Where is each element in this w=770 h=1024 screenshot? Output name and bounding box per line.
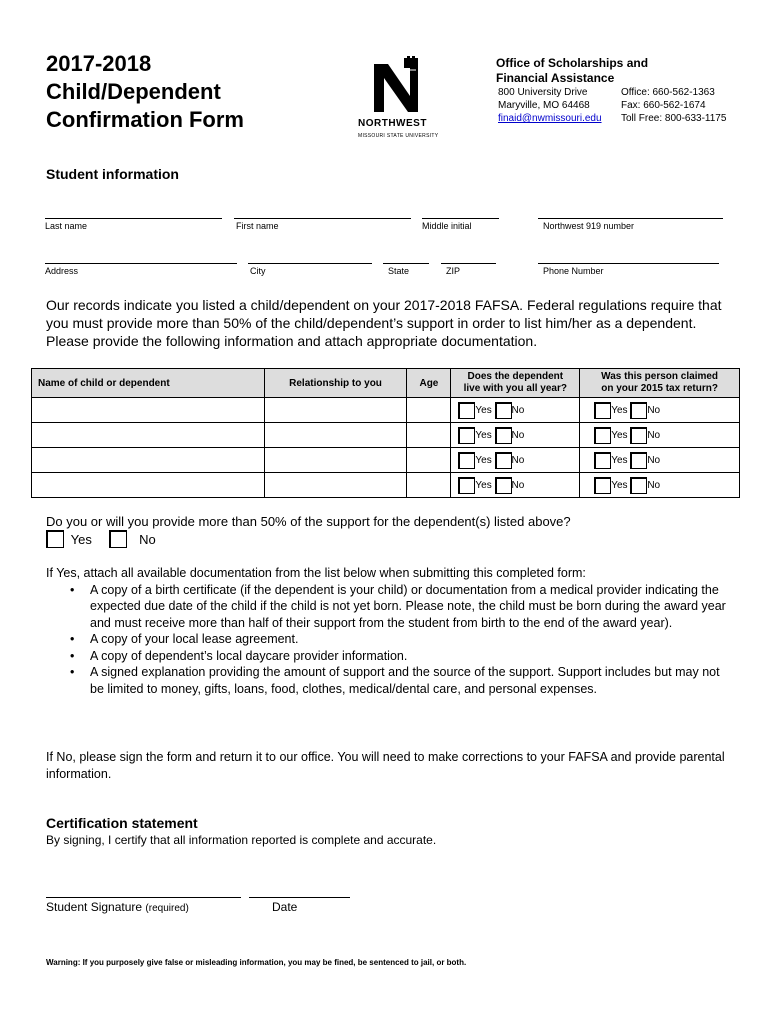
col-age-header: Age [407,369,451,398]
dependents-table [31,368,740,498]
live-yes-checkbox[interactable] [458,477,475,494]
support-options [46,530,156,548]
office-name [496,56,648,86]
office-phones [621,86,726,125]
title-line3: Confirmation Form [46,107,244,132]
no-label: No [511,454,525,466]
certification-heading: Certification statement [46,815,198,831]
live-yes-checkbox[interactable] [458,427,475,444]
col-name-header: Name of child or dependent [32,369,265,398]
first-name-label: First name [236,221,279,231]
city-label: City [250,266,266,276]
support-question: Do you or will you provide more than 50% of the support for the dependent(s) listed above? [46,514,571,529]
nw919-field[interactable] [538,218,723,219]
list-item: • A signed explanation providing the amount of support and the source of the support. Support includes but may not be limited to money, gifts, loans, food, clothes, medical/dental care, and personal expenses. [46,664,736,697]
live-no-checkbox[interactable] [495,477,512,494]
phone-field[interactable] [538,263,719,264]
title-line2: Child/Dependent [46,79,221,104]
claimed-yes-checkbox[interactable] [594,402,611,419]
relationship-cell[interactable] [264,448,407,473]
title-year: 2017-2018 [46,51,152,76]
office-line1: Office of Scholarships and [496,56,649,70]
yes-label: Yes [475,479,492,491]
no-label: No [511,429,525,441]
logo-subtitle: MISSOURI STATE UNIVERSITY [358,133,439,139]
age-cell[interactable] [407,473,451,498]
name-cell[interactable] [32,473,265,498]
middle-initial-field[interactable] [422,218,499,219]
northwest-logo [358,56,438,144]
name-cell[interactable] [32,448,265,473]
table-row [32,473,740,498]
claimed-yes-checkbox[interactable] [594,452,611,469]
yes-label: Yes [475,454,492,466]
age-cell[interactable] [407,448,451,473]
no-label: No [647,429,661,441]
support-no-label: No [139,531,156,547]
live-no-checkbox[interactable] [495,452,512,469]
live-yes-checkbox[interactable] [458,402,475,419]
col-claimed-header [580,369,740,398]
col-relationship-header: Relationship to you [264,369,407,398]
middle-initial-label: Middle initial [422,221,472,231]
live-cell [451,473,580,498]
logo-wordmark: NORTHWEST [358,118,427,129]
certification-text: By signing, I certify that all information reported is complete and accurate. [46,833,437,847]
documentation-list [46,582,736,698]
table-row [32,448,740,473]
address-line1: 800 University Drive [498,87,588,98]
col-live-line2: live with you all year? [463,383,567,394]
yes-label: Yes [611,479,628,491]
form-title [46,50,244,134]
list-item: • A copy of your local lease agreement. [46,631,736,648]
phone-label: Phone Number [543,266,604,276]
col-claimed-line1: Was this person claimed [601,371,719,382]
no-label: No [511,479,525,491]
warning-text: Warning: If you purposely give false or misleading information, you may be fined, be sentenced to jail, or both. [46,958,467,967]
claimed-no-checkbox[interactable] [630,477,647,494]
col-live-header [451,369,580,398]
age-cell[interactable] [407,423,451,448]
support-yes-label: Yes [70,531,92,547]
live-no-checkbox[interactable] [495,427,512,444]
support-yes-checkbox[interactable] [46,530,64,548]
yes-label: Yes [611,454,628,466]
no-label: No [647,479,661,491]
table-row [32,398,740,423]
age-cell[interactable] [407,398,451,423]
claimed-no-checkbox[interactable] [630,427,647,444]
yes-label: Yes [611,429,628,441]
col-live-line1: Does the dependent [467,371,564,382]
name-cell[interactable] [32,398,265,423]
support-no-checkbox[interactable] [109,530,127,548]
relationship-cell[interactable] [264,473,407,498]
live-cell [451,423,580,448]
no-label: No [647,404,661,416]
signature-label: Student Signature [46,900,143,914]
claimed-yes-checkbox[interactable] [594,427,611,444]
address-label: Address [45,266,79,276]
zip-field[interactable] [441,263,496,264]
claimed-no-checkbox[interactable] [630,402,647,419]
first-name-field[interactable] [234,218,411,219]
table-header-row [32,369,740,398]
name-cell[interactable] [32,423,265,448]
email-link[interactable]: finaid@nwmissouri.edu [498,113,602,124]
date-field[interactable] [249,897,350,898]
signature-required: (required) [145,903,189,914]
table-row [32,423,740,448]
city-field[interactable] [248,263,372,264]
office-address [498,86,602,125]
last-name-field[interactable] [45,218,222,219]
signature-label-wrap [46,900,189,914]
documentation-intro: If Yes, attach all available documentation from the list below when submitting this completed form: [46,566,586,580]
office-line2: Financial Assistance [496,71,615,85]
claimed-no-checkbox[interactable] [630,452,647,469]
address-line2: Maryville, MO 64468 [498,100,590,111]
toll-free-number: Toll Free: 800-633-1175 [621,113,727,124]
documentation-section [46,565,736,697]
yes-label: Yes [475,404,492,416]
date-label: Date [272,900,298,914]
state-label: State [388,266,410,276]
if-no-paragraph: If No, please sign the form and return it to our office. You will need to make corrections to your FAFSA and provide parental information. [46,750,725,781]
northwest-n-icon [358,56,438,116]
no-label: No [647,454,661,466]
intro-paragraph: Our records indicate you listed a child/dependent on your 2017-2018 FAFSA. Federal regulations require that you must provide more than 50% of the child/dependent’s support in order to list him/her as a dependent. Please provide the following information and attach appropriate documentation. [46,297,722,349]
claimed-yes-checkbox[interactable] [594,477,611,494]
fax-number: Fax: 660-562-1674 [621,100,706,111]
nw919-label: Northwest 919 number [543,221,635,231]
claimed-cell [580,473,740,498]
relationship-cell[interactable] [264,423,407,448]
live-cell [451,398,580,423]
state-field[interactable] [383,263,429,264]
office-phone: Office: 660-562-1363 [621,87,715,98]
last-name-label: Last name [45,221,88,231]
yes-label: Yes [611,404,628,416]
signature-field[interactable] [46,897,241,898]
no-label: No [511,404,525,416]
claimed-cell [580,398,740,423]
live-yes-checkbox[interactable] [458,452,475,469]
list-item: • A copy of a birth certificate (if the dependent is your child) or documentation from a medical provider indicating the expected due date of the child if the child is not yet born. Please note, the child must be born during the award year and must receive more than half of their support from the student from birth to the end of the award year). [46,582,736,632]
student-info-heading: Student information [46,166,179,182]
claimed-cell [580,448,740,473]
yes-label: Yes [475,429,492,441]
col-claimed-line2: on your 2015 tax return? [601,383,718,394]
live-cell [451,448,580,473]
claimed-cell [580,423,740,448]
address-field[interactable] [45,263,237,264]
list-item: • A copy of dependent’s local daycare provider information. [46,648,736,665]
relationship-cell[interactable] [264,398,407,423]
live-no-checkbox[interactable] [495,402,512,419]
zip-label: ZIP [446,266,461,276]
